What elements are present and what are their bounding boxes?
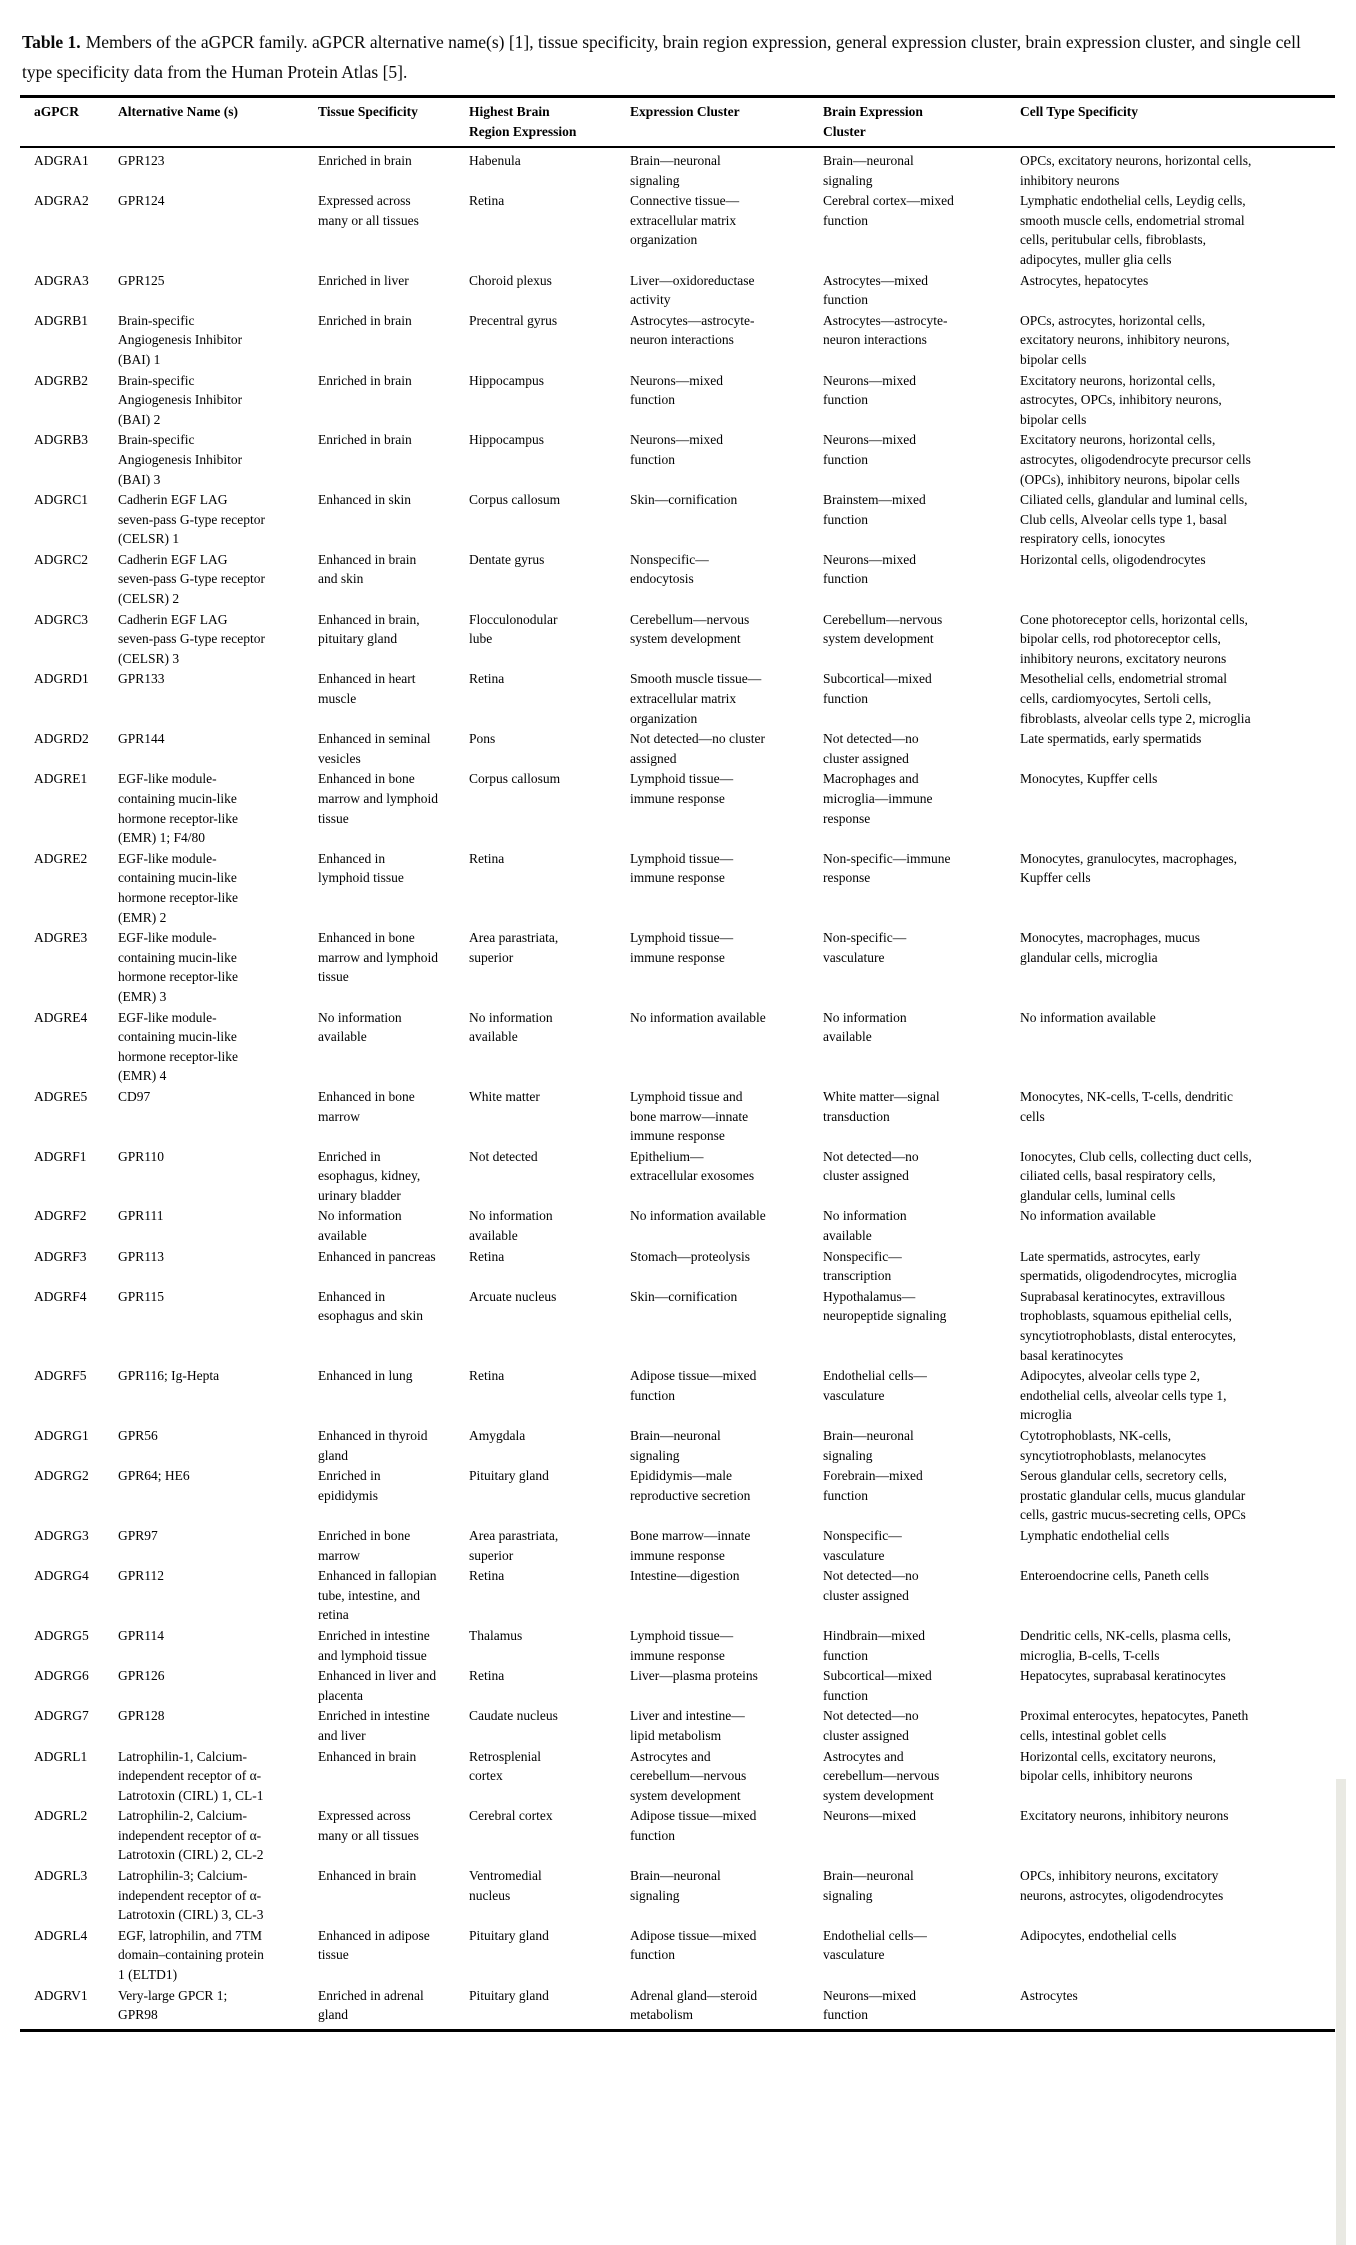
table-row bbox=[20, 550, 1335, 610]
table-cell: ADGRL4 bbox=[34, 1927, 88, 1943]
table-cell: OPCs, astrocytes, horizontal cells, excitatory neurons, inhibitory neurons, bipolar cells bbox=[1020, 312, 1230, 367]
table-cell: Adrenal gland—steroid metabolism bbox=[630, 1987, 758, 2023]
table-cell: ADGRG5 bbox=[34, 1627, 89, 1643]
table-cell: Enhanced in liver and placenta bbox=[318, 1668, 437, 1703]
table-cell: Monocytes, Kupffer cells bbox=[1020, 771, 1158, 787]
table-cell: GPR133 bbox=[118, 671, 165, 687]
table-cell: Enriched in liver bbox=[318, 272, 409, 288]
table-cell: Enhanced in bone marrow and lymphoid tissue bbox=[318, 930, 438, 985]
table-cell: Cadherin EGF LAG seven-pass G-type receptor (CELSR) 3 bbox=[118, 611, 265, 666]
table-cell: Liver—plasma proteins bbox=[630, 1668, 758, 1684]
table-cell: Astrocytes bbox=[1020, 1987, 1078, 2003]
table-cell: Neurons—mixed function bbox=[630, 372, 723, 408]
table-cell: ADGRF3 bbox=[34, 1248, 87, 1264]
table-cell: ADGRE1 bbox=[34, 771, 88, 787]
table-cell: Precentral gyrus bbox=[469, 312, 558, 328]
table-cell: Liver—oxidoreductase activity bbox=[630, 272, 755, 308]
table-cell: ADGRV1 bbox=[34, 1987, 88, 2003]
table-cell: Excitatory neurons, horizontal cells, astrocytes, oligodendrocyte precursor cells (OPCs), inhibitory neurons, bipolar cells bbox=[1020, 432, 1251, 487]
table-cell: Enhanced in pancreas bbox=[318, 1248, 436, 1264]
table-cell: Latrophilin-2, Calcium-independent receptor of α-Latrotoxin (CIRL) 2, CL-2 bbox=[118, 1808, 264, 1863]
table-cell: ADGRG7 bbox=[34, 1708, 89, 1724]
table-row bbox=[20, 1466, 1335, 1526]
table-row bbox=[20, 610, 1335, 670]
table-cell: Subcortical—mixed function bbox=[823, 671, 932, 707]
table-cell: Excitatory neurons, inhibitory neurons bbox=[1020, 1808, 1229, 1824]
table-cell: ADGRE5 bbox=[34, 1088, 88, 1104]
table-cell: Late spermatids, astrocytes, early spermatids, oligodendrocytes, microglia bbox=[1020, 1248, 1237, 1284]
table-cell: Amygdala bbox=[469, 1428, 526, 1443]
table-cell: Neurons—mixed function bbox=[823, 432, 916, 467]
table-cell: Area parastriata, superior bbox=[469, 1527, 559, 1563]
table-cell: Astrocytes and cerebellum—nervous system development bbox=[823, 1748, 940, 1803]
table-cell: Very-large GPCR 1; GPR98 bbox=[118, 1987, 228, 2023]
table-row bbox=[20, 1147, 1335, 1207]
table-cell: Retina bbox=[469, 1568, 505, 1584]
table-cell: Hippocampus bbox=[469, 372, 544, 388]
table-cell: GPR123 bbox=[118, 153, 165, 168]
table-cell: Lymphoid tissue and bone marrow—innate immune response bbox=[630, 1088, 749, 1144]
table-cell: Horizontal cells, oligodendrocytes bbox=[1020, 551, 1206, 567]
table-cell: Retina bbox=[469, 1668, 505, 1684]
table-cell: Lymphoid tissue—immune response bbox=[630, 1627, 734, 1663]
table-cell: No information available bbox=[318, 1009, 402, 1045]
table-cell: ADGRB1 bbox=[34, 312, 89, 328]
table-cell: Cadherin EGF LAG seven-pass G-type receptor (CELSR) 1 bbox=[118, 492, 265, 547]
table-cell: Smooth muscle tissue—extracellular matrix organization bbox=[630, 671, 762, 726]
table-cell: Enhanced in fallopian tube, intestine, and retina bbox=[318, 1568, 437, 1623]
agpcr-table bbox=[20, 95, 1335, 2032]
table-cell: Cerebellum—nervous system development bbox=[823, 611, 943, 647]
table-cell: Choroid plexus bbox=[469, 272, 552, 288]
table-cell: Excitatory neurons, horizontal cells, astrocytes, OPCs, inhibitory neurons, bipolar cells bbox=[1020, 372, 1222, 427]
table-cell: Brainstem—mixed function bbox=[823, 492, 926, 527]
table-cell: Monocytes, granulocytes, macrophages, Kupffer cells bbox=[1020, 850, 1238, 886]
table-cell: GPR110 bbox=[118, 1148, 165, 1164]
table-row bbox=[20, 1806, 1335, 1866]
table-cell: Not detected—no cluster assigned bbox=[630, 731, 765, 766]
table-cell: Dendritic cells, NK-cells, plasma cells, microglia, B-cells, T-cells bbox=[1020, 1627, 1232, 1663]
table-cell: EGF-like module-containing mucin-like hormone receptor-like (EMR) 4 bbox=[118, 1009, 239, 1084]
table-cell: ADGRB3 bbox=[34, 432, 89, 448]
table-cell: Neurons—mixed function bbox=[630, 432, 723, 467]
table-row bbox=[20, 1666, 1335, 1706]
scrollbar-thumb[interactable] bbox=[1336, 1779, 1346, 2245]
table-cell: GPR128 bbox=[118, 1708, 165, 1724]
table-cell: ADGRG6 bbox=[34, 1668, 89, 1684]
table-cell: White matter bbox=[469, 1088, 540, 1104]
table-cell: ADGRA2 bbox=[34, 193, 89, 209]
table-cell: Not detected bbox=[469, 1148, 538, 1164]
table-cell: Cerebral cortex—mixed function bbox=[823, 193, 954, 228]
table-cell: Epithelium—extracellular exosomes bbox=[630, 1148, 755, 1184]
table-cell: Not detected—no cluster assigned bbox=[823, 1708, 919, 1743]
table-cell: Brain-specific Angiogenesis Inhibitor (BAI) 3 bbox=[118, 432, 243, 487]
table-cell: No information available bbox=[318, 1208, 402, 1244]
column-header: Brain Expression Cluster bbox=[823, 97, 1020, 148]
table-cell: ADGRF1 bbox=[34, 1148, 87, 1164]
table-row bbox=[20, 271, 1335, 311]
table-row bbox=[20, 1287, 1335, 1366]
table-cell: ADGRG4 bbox=[34, 1568, 89, 1584]
table-row bbox=[20, 371, 1335, 431]
table-cell: GPR111 bbox=[118, 1208, 164, 1224]
table-cell: ADGRA3 bbox=[34, 272, 89, 288]
table-cell: Monocytes, NK-cells, T-cells, dendritic cells bbox=[1020, 1088, 1233, 1124]
table-cell: ADGRG3 bbox=[34, 1527, 89, 1543]
table-cell: Brain—neuronal signaling bbox=[823, 153, 914, 188]
table-cell: Intestine—digestion bbox=[630, 1568, 740, 1584]
table-cell: Hypothalamus—neuropeptide signaling bbox=[823, 1288, 947, 1324]
table-row bbox=[20, 1986, 1335, 2031]
table-cell: ADGRD2 bbox=[34, 731, 89, 747]
table-cell: Astrocytes, hepatocytes bbox=[1020, 272, 1149, 288]
table-cell: Enriched in epididymis bbox=[318, 1468, 381, 1503]
table-cell: Area parastriata, superior bbox=[469, 930, 559, 965]
table-cell: Macrophages and microglia—immune response bbox=[823, 771, 933, 826]
table-cell: EGF-like module-containing mucin-like hormone receptor-like (EMR) 3 bbox=[118, 930, 239, 1004]
table-cell: EGF-like module-containing mucin-like hormone receptor-like (EMR) 1; F4/80 bbox=[118, 771, 239, 846]
table-cell: Nonspecific—endocytosis bbox=[630, 551, 709, 587]
column-header: aGPCR bbox=[20, 97, 118, 148]
table-cell: Epididymis—male reproductive secretion bbox=[630, 1468, 751, 1503]
table-cell: GPR125 bbox=[118, 272, 165, 288]
table-cell: Bone marrow—innate immune response bbox=[630, 1527, 751, 1563]
table-cell: Lymphatic endothelial cells, Leydig cells, smooth muscle cells, endometrial stromal cells, peritubular cells, fibroblasts, adipocytes, muller glia cells bbox=[1020, 193, 1246, 267]
table-cell: Neurons—mixed function bbox=[823, 551, 916, 587]
table-cell: GPR112 bbox=[118, 1568, 165, 1584]
table-cell: Arcuate nucleus bbox=[469, 1288, 557, 1304]
table-cell: Adipose tissue—mixed function bbox=[630, 1927, 757, 1963]
table-header-row bbox=[20, 97, 1335, 148]
table-cell: Not detected—no cluster assigned bbox=[823, 1568, 919, 1603]
table-row bbox=[20, 191, 1335, 270]
table-cell: GPR116; Ig-Hepta bbox=[118, 1368, 220, 1384]
table-row bbox=[20, 490, 1335, 550]
table-cell: Neurons—mixed bbox=[823, 1808, 916, 1824]
table-cell: No information available bbox=[469, 1009, 553, 1045]
table-cell: Caudate nucleus bbox=[469, 1708, 558, 1724]
table-row bbox=[20, 1926, 1335, 1986]
table-cell: Enriched in brain bbox=[318, 372, 412, 388]
table-cell: Pituitary gland bbox=[469, 1468, 549, 1484]
table-row bbox=[20, 849, 1335, 928]
table-cell: GPR114 bbox=[118, 1627, 165, 1643]
table-cell: Retina bbox=[469, 671, 505, 687]
table-cell: Enhanced in skin bbox=[318, 492, 411, 508]
table-cell: Dentate gyrus bbox=[469, 551, 545, 567]
table-cell: Retina bbox=[469, 850, 505, 866]
column-header: Alternative Name (s) bbox=[118, 97, 318, 148]
table-cell: Enhanced in thyroid gland bbox=[318, 1428, 428, 1463]
table-cell: ADGRD1 bbox=[34, 671, 89, 687]
table-cell: Brain—neuronal signaling bbox=[823, 1868, 914, 1903]
table-cell: Serous glandular cells, secretory cells, prostatic glandular cells, mucus glandular cells, gastric mucus-secreting cells, OPCs bbox=[1020, 1468, 1246, 1523]
table-cell: Adipose tissue—mixed function bbox=[630, 1808, 757, 1843]
table-cell: Enriched in brain bbox=[318, 153, 412, 168]
table-cell: Cone photoreceptor cells, horizontal cells, bipolar cells, rod photoreceptor cells, inhibitory neurons, excitatory neurons bbox=[1020, 611, 1248, 666]
table-cell: Lymphatic endothelial cells bbox=[1020, 1527, 1170, 1543]
table-cell: ADGRF4 bbox=[34, 1288, 87, 1304]
table-row bbox=[20, 1526, 1335, 1566]
table-cell: Expressed across many or all tissues bbox=[318, 193, 419, 228]
table-cell: Latrophilin-1, Calcium-independent receptor of α-Latrotoxin (CIRL) 1, CL-1 bbox=[118, 1748, 264, 1803]
table-row bbox=[20, 1206, 1335, 1246]
table-cell: Non-specific—vasculature bbox=[823, 930, 907, 965]
table-cell: ADGRF2 bbox=[34, 1208, 87, 1224]
table-cell: Enriched in brain bbox=[318, 432, 412, 448]
table-cell: Skin—cornification bbox=[630, 1288, 738, 1304]
table-cell: Nonspecific—vasculature bbox=[823, 1527, 902, 1563]
table-cell: OPCs, inhibitory neurons, excitatory neurons, astrocytes, oligodendrocytes bbox=[1020, 1868, 1224, 1903]
table-cell: CD97 bbox=[118, 1088, 151, 1104]
table-cell: Brain-specific Angiogenesis Inhibitor (BAI) 2 bbox=[118, 372, 243, 427]
table-cell: GPR115 bbox=[118, 1288, 165, 1304]
table-cell: ADGRL2 bbox=[34, 1808, 88, 1824]
table-cell: Retina bbox=[469, 1368, 505, 1384]
table-cell: Retrosplenial cortex bbox=[469, 1748, 541, 1784]
table-cell: GPR124 bbox=[118, 193, 165, 209]
table-cell: Astrocytes—astrocyte-neuron interactions bbox=[823, 312, 948, 348]
table-cell: Enhanced in seminal vesicles bbox=[318, 731, 431, 766]
table-body bbox=[20, 147, 1335, 2030]
column-header: Expression Cluster bbox=[630, 97, 823, 148]
table-row bbox=[20, 928, 1335, 1007]
table-caption-text: Members of the aGPCR family. aGPCR alternative name(s) [1], tissue specificity, brain region expression, general expression cluster, brain expression cluster, and single cell type specificity data from the Human Protein Atlas [5]. bbox=[22, 32, 1301, 82]
table-cell: Enhanced in esophagus and skin bbox=[318, 1288, 423, 1324]
table-cell: Adipocytes, endothelial cells bbox=[1020, 1927, 1177, 1943]
table-cell: Enhanced in lymphoid tissue bbox=[318, 850, 404, 886]
table-cell: Mesothelial cells, endometrial stromal cells, cardiomyocytes, Sertoli cells, fibroblasts, alveolar cells type 2, microglia bbox=[1020, 671, 1251, 726]
table-cell: OPCs, excitatory neurons, horizontal cells, inhibitory neurons bbox=[1020, 153, 1252, 188]
table-row bbox=[20, 1866, 1335, 1926]
table-cell: Hepatocytes, suprabasal keratinocytes bbox=[1020, 1668, 1226, 1684]
table-cell: ADGRL3 bbox=[34, 1868, 88, 1884]
table-cell: Skin—cornification bbox=[630, 492, 738, 508]
column-header: Highest Brain Region Expression bbox=[469, 97, 630, 148]
table-cell: GPR113 bbox=[118, 1248, 165, 1264]
table-cell: GPR97 bbox=[118, 1527, 158, 1543]
table-cell: Cerebellum—nervous system development bbox=[630, 611, 750, 647]
table-cell: Connective tissue—extracellular matrix organization bbox=[630, 193, 740, 248]
table-cell: Endothelial cells—vasculature bbox=[823, 1368, 927, 1403]
table-cell: Enriched in bone marrow bbox=[318, 1527, 411, 1563]
table-cell: Brain—neuronal signaling bbox=[630, 1428, 721, 1463]
table-cell: Enhanced in lung bbox=[318, 1368, 413, 1384]
table-cell: Flocculonodular lube bbox=[469, 611, 558, 647]
table-cell: Enhanced in adipose tissue bbox=[318, 1927, 430, 1963]
table-cell: Stomach—proteolysis bbox=[630, 1248, 750, 1264]
table-cell: ADGRL1 bbox=[34, 1748, 88, 1764]
table-cell: Nonspecific—transcription bbox=[823, 1248, 902, 1284]
table-cell: Pons bbox=[469, 731, 496, 747]
table-row bbox=[20, 430, 1335, 490]
table-cell: No information available bbox=[630, 1208, 766, 1224]
table-cell: Ciliated cells, glandular and luminal cells, Club cells, Alveolar cells type 1, basal respiratory cells, ionocytes bbox=[1020, 492, 1248, 547]
table-cell: GPR56 bbox=[118, 1428, 158, 1443]
table-cell: ADGRC1 bbox=[34, 492, 89, 508]
table-row bbox=[20, 1426, 1335, 1466]
table-row bbox=[20, 1626, 1335, 1666]
table-cell: ADGRE2 bbox=[34, 850, 88, 866]
table-cell: Neurons—mixed function bbox=[823, 1987, 916, 2023]
table-cell: Monocytes, macrophages, mucus glandular cells, microglia bbox=[1020, 930, 1200, 965]
table-cell: Habenula bbox=[469, 153, 521, 168]
table-row bbox=[20, 1566, 1335, 1626]
table-cell: Lymphoid tissue—immune response bbox=[630, 930, 734, 965]
table-cell: No information available bbox=[1020, 1208, 1156, 1224]
table-cell: Corpus callosum bbox=[469, 492, 561, 508]
table-row bbox=[20, 1247, 1335, 1287]
table-cell: GPR126 bbox=[118, 1668, 165, 1684]
table-cell: Pituitary gland bbox=[469, 1987, 549, 2003]
table-cell: ADGRC3 bbox=[34, 611, 89, 627]
table-cell: Enhanced in brain bbox=[318, 1748, 417, 1764]
table-cell: Lymphoid tissue—immune response bbox=[630, 771, 734, 806]
table-cell: ADGRE4 bbox=[34, 1009, 88, 1025]
table-cell: Enhanced in bone marrow and lymphoid tissue bbox=[318, 771, 438, 826]
table-cell: Corpus callosum bbox=[469, 771, 561, 787]
table-cell: Hippocampus bbox=[469, 432, 544, 448]
table-cell: Adipocytes, alveolar cells type 2, endothelial cells, alveolar cells type 1, microglia bbox=[1020, 1368, 1227, 1423]
table-cell: GPR144 bbox=[118, 731, 165, 747]
table-cell: Not detected—no cluster assigned bbox=[823, 1148, 919, 1184]
table-cell: Enriched in intestine and liver bbox=[318, 1708, 430, 1743]
table-cell: Subcortical—mixed function bbox=[823, 1668, 932, 1703]
table-cell: Enriched in esophagus, kidney, urinary bladder bbox=[318, 1148, 421, 1203]
table-cell: Proximal enterocytes, hepatocytes, Paneth cells, intestinal goblet cells bbox=[1020, 1708, 1249, 1743]
table-cell: Enhanced in bone marrow bbox=[318, 1088, 415, 1124]
table-cell: Ventromedial nucleus bbox=[469, 1868, 542, 1903]
table-cell: Enhanced in heart muscle bbox=[318, 671, 416, 707]
column-header: Cell Type Specificity bbox=[1020, 97, 1335, 148]
table-cell: Thalamus bbox=[469, 1627, 523, 1643]
table-caption-label: Table 1. bbox=[22, 32, 81, 52]
table-row bbox=[20, 1366, 1335, 1426]
table-cell: Late spermatids, early spermatids bbox=[1020, 731, 1202, 747]
table-row bbox=[20, 311, 1335, 371]
table-row bbox=[20, 729, 1335, 769]
table-cell: ADGRC2 bbox=[34, 551, 89, 567]
table-row bbox=[20, 1008, 1335, 1087]
table-cell: EGF, latrophilin, and 7TM domain–containing protein 1 (ELTD1) bbox=[118, 1927, 264, 1983]
table-row bbox=[20, 147, 1335, 191]
table-cell: Lymphoid tissue—immune response bbox=[630, 850, 734, 886]
table-cell: No information available bbox=[630, 1009, 766, 1025]
table-cell: Brain—neuronal signaling bbox=[630, 153, 721, 188]
table-cell: Latrophilin-3; Calcium-independent receptor of α-Latrotoxin (CIRL) 3, CL-3 bbox=[118, 1868, 264, 1923]
table-cell: GPR64; HE6 bbox=[118, 1468, 190, 1484]
table-cell: Endothelial cells—vasculature bbox=[823, 1927, 927, 1963]
table-cell: Cerebral cortex bbox=[469, 1808, 553, 1824]
table-cell: Horizontal cells, excitatory neurons, bipolar cells, inhibitory neurons bbox=[1020, 1748, 1217, 1784]
table-cell: Liver and intestine—lipid metabolism bbox=[630, 1708, 745, 1743]
table-cell: ADGRB2 bbox=[34, 372, 89, 388]
table-cell: Adipose tissue—mixed function bbox=[630, 1368, 757, 1403]
table-cell: Brain—neuronal signaling bbox=[630, 1868, 721, 1903]
table-row bbox=[20, 769, 1335, 848]
table-cell: Forebrain—mixed function bbox=[823, 1468, 923, 1503]
table-cell: Not detected—no cluster assigned bbox=[823, 731, 919, 766]
table-cell: ADGRE3 bbox=[34, 930, 88, 946]
column-header: Tissue Specificity bbox=[318, 97, 469, 148]
table-cell: ADGRA1 bbox=[34, 153, 89, 168]
table-cell: Enhanced in brain, pituitary gland bbox=[318, 611, 420, 647]
table-cell: Non-specific—immune response bbox=[823, 850, 951, 886]
table-header bbox=[20, 97, 1335, 148]
table-cell: Retina bbox=[469, 193, 505, 209]
table-cell: Hindbrain—mixed function bbox=[823, 1627, 925, 1663]
table-row bbox=[20, 1706, 1335, 1746]
table-row bbox=[20, 1087, 1335, 1147]
table-cell: Ionocytes, Club cells, collecting duct cells, ciliated cells, basal respiratory cells, glandular cells, luminal cells bbox=[1020, 1148, 1252, 1203]
table-cell: White matter—signal transduction bbox=[823, 1088, 940, 1124]
table-cell: Brain—neuronal signaling bbox=[823, 1428, 914, 1463]
table-cell: No information available bbox=[1020, 1009, 1156, 1025]
table-cell: Enhanced in brain bbox=[318, 1868, 417, 1884]
table-cell: EGF-like module-containing mucin-like hormone receptor-like (EMR) 2 bbox=[118, 850, 239, 925]
table-cell: Suprabasal keratinocytes, extravillous trophoblasts, squamous epithelial cells, syncytiotrophoblasts, distal enterocytes, basal keratinocytes bbox=[1020, 1288, 1236, 1363]
table-cell: Cytotrophoblasts, NK-cells, syncytiotrophoblasts, melanocytes bbox=[1020, 1428, 1206, 1463]
table-cell: No information available bbox=[469, 1208, 553, 1244]
table-cell: Enhanced in brain and skin bbox=[318, 551, 417, 587]
table-cell: Enriched in brain bbox=[318, 312, 412, 328]
table-cell: No information available bbox=[823, 1009, 907, 1045]
table-cell: Cadherin EGF LAG seven-pass G-type receptor (CELSR) 2 bbox=[118, 551, 265, 607]
table-cell: Astrocytes and cerebellum—nervous system development bbox=[630, 1748, 747, 1803]
table-cell: Enriched in intestine and lymphoid tissue bbox=[318, 1627, 430, 1663]
table-caption bbox=[22, 27, 1334, 87]
table-cell: Enriched in adrenal gland bbox=[318, 1987, 424, 2023]
table-cell: ADGRG1 bbox=[34, 1428, 89, 1443]
table-cell: Astrocytes—mixed function bbox=[823, 272, 928, 308]
table-cell: ADGRG2 bbox=[34, 1468, 89, 1484]
table-cell: Astrocytes—astrocyte-neuron interactions bbox=[630, 312, 755, 348]
table-cell: Enteroendocrine cells, Paneth cells bbox=[1020, 1568, 1209, 1584]
table-cell: Brain-specific Angiogenesis Inhibitor (BAI) 1 bbox=[118, 312, 243, 367]
table-cell: Pituitary gland bbox=[469, 1927, 549, 1943]
table-cell: No information available bbox=[823, 1208, 907, 1244]
table-cell: Retina bbox=[469, 1248, 505, 1264]
table-cell: Neurons—mixed function bbox=[823, 372, 916, 408]
table-row bbox=[20, 669, 1335, 729]
table-cell: ADGRF5 bbox=[34, 1368, 87, 1384]
table-cell: Expressed across many or all tissues bbox=[318, 1808, 419, 1843]
table-row bbox=[20, 1747, 1335, 1807]
